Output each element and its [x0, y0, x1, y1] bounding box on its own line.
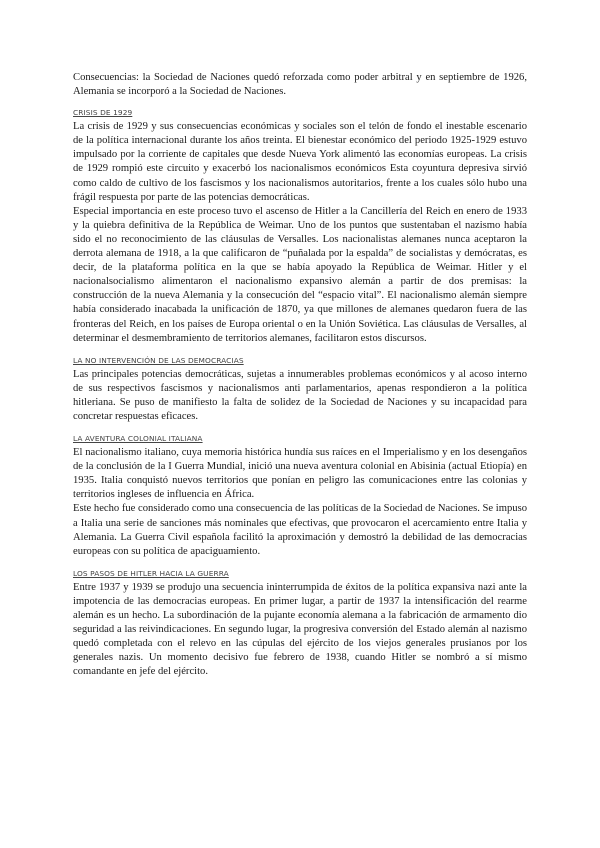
- section-heading: LA AVENTURA COLONIAL ITALIANA: [73, 434, 203, 444]
- paragraph: Este hecho fue considerado como una consecuencia de las políticas de la Sociedad de Naciones. Se impuso a Italia una serie de sanciones más nominales que efectivas, que provocaron el acercamiento entre Italia y Alemania. La Guerra Civil española facilitó la aproximación y demostró la debilidad de las democracias europeas con su política de apaciguamiento.: [73, 503, 527, 557]
- section-aventura-colonial: [73, 434, 527, 559]
- paragraph: Especial importancia en este proceso tuvo el ascenso de Hitler a la Cancillería del Reich en enero de 1933 y la quiebra definitiva de la República de Weimar. Uno de los puntos que sustentaban el nazismo había sido el no reconocimiento de las cláusulas de Versalles. Los nacionalistas alemanes nunca aceptaron la derrota alemana de 1918, a la que calificaron de “puñalada por la espalda” de socialistas y demócratas, es decir, de la plataforma política en la que se había apoyado la República de Weimar. Hitler y el nacionalsocialismo alimentaron el nacionalismo expansivo alemán a partir de dos premisas: la construcción de la nueva Alemania y la consecución del “espacio vital”. El nacionalismo alemán siempre había considerado inacabada la unificación de 1870, ya que millones de alemanes quedaron fuera de las fronteras del Reich, en los países de Europa oriental o en la Unión Soviética. Las cláusulas de Versalles, al determinar el desmembramiento de territorios alemanes, facilitaron estos discursos.: [73, 205, 527, 344]
- paragraph: Las principales potencias democráticas, sujetas a innumerables problemas económicos y al acoso interno de sus respectivos fascismos y nacionalismos anti parlamentarios, apenas respondieron a la política hitleriana. Se puso de manifiesto la falta de solidez de la Sociedad de Naciones y su incapacidad para concretar respuestas eficaces.: [73, 368, 527, 422]
- section-heading: CRISIS DE 1929: [73, 108, 133, 118]
- paragraph: Entre 1937 y 1939 se produjo una secuencia ininterrumpida de éxitos de la política expansiva nazi ante la impotencia de las democracias europeas. En primer lugar, a partir de 1937 la intensificación del rearme alemán es un hecho. La subordinación de la pujante economía alemana a la fabricación de armamento dio seguridad a las reivindicaciones. En segundo lugar, la progresiva conversión del Estado alemán al nazismo quedó completada con el relevo en las cúpulas del ejército de los viejos generales prusianos por los generales nazis. Un momento decisivo fue febrero de 1938, cuando Hitler se nombró a sí mismo comandante en jefe del ejército.: [73, 581, 527, 678]
- section-pasos-hitler: [73, 569, 527, 680]
- paragraph: El nacionalismo italiano, cuya memoria histórica hundía sus raíces en el Imperialismo y en los desengaños de la conclusión de la I Guerra Mundial, inició una nueva aventura colonial en Abisinia (actual Etiopía) en 1935. Italia conquistó nuevos territorios que ponían en peligro las comunicaciones entre las colonias y territorios ingleses de influencia en África.: [73, 447, 527, 501]
- paragraph: La crisis de 1929 y sus consecuencias económicas y sociales son el telón de fondo el inestable escenario de la política internacional durante los años treinta. El bienestar económico del periodo 1925-1929 estuvo impulsado por la corriente de capitales que desde Nueva York alimentó las economías europeas. La crisis de 1929 rompió este circuito y exacerbó los nacionalismos económicos Esta coyuntura depresiva sirvió como caldo de cultivo de los fascismos y los nacionalismos autoritarios, frente a los cuales sólo hubo una frágil respuesta por parte de las potencias democráticas.: [73, 121, 527, 203]
- section-heading: LA NO INTERVENCIÓN DE LAS DEMOCRACIAS: [73, 355, 244, 365]
- section-no-intervencion: [73, 356, 527, 424]
- section-crisis-1929: [73, 108, 527, 346]
- section-heading: LOS PASOS DE HITLER HACIA LA GUERRA: [73, 568, 229, 578]
- intro-paragraph: Consecuencias: la Sociedad de Naciones quedó reforzada como poder arbitral y en septiembre de 1926, Alemania se incorporó a la Sociedad de Naciones.: [73, 72, 527, 98]
